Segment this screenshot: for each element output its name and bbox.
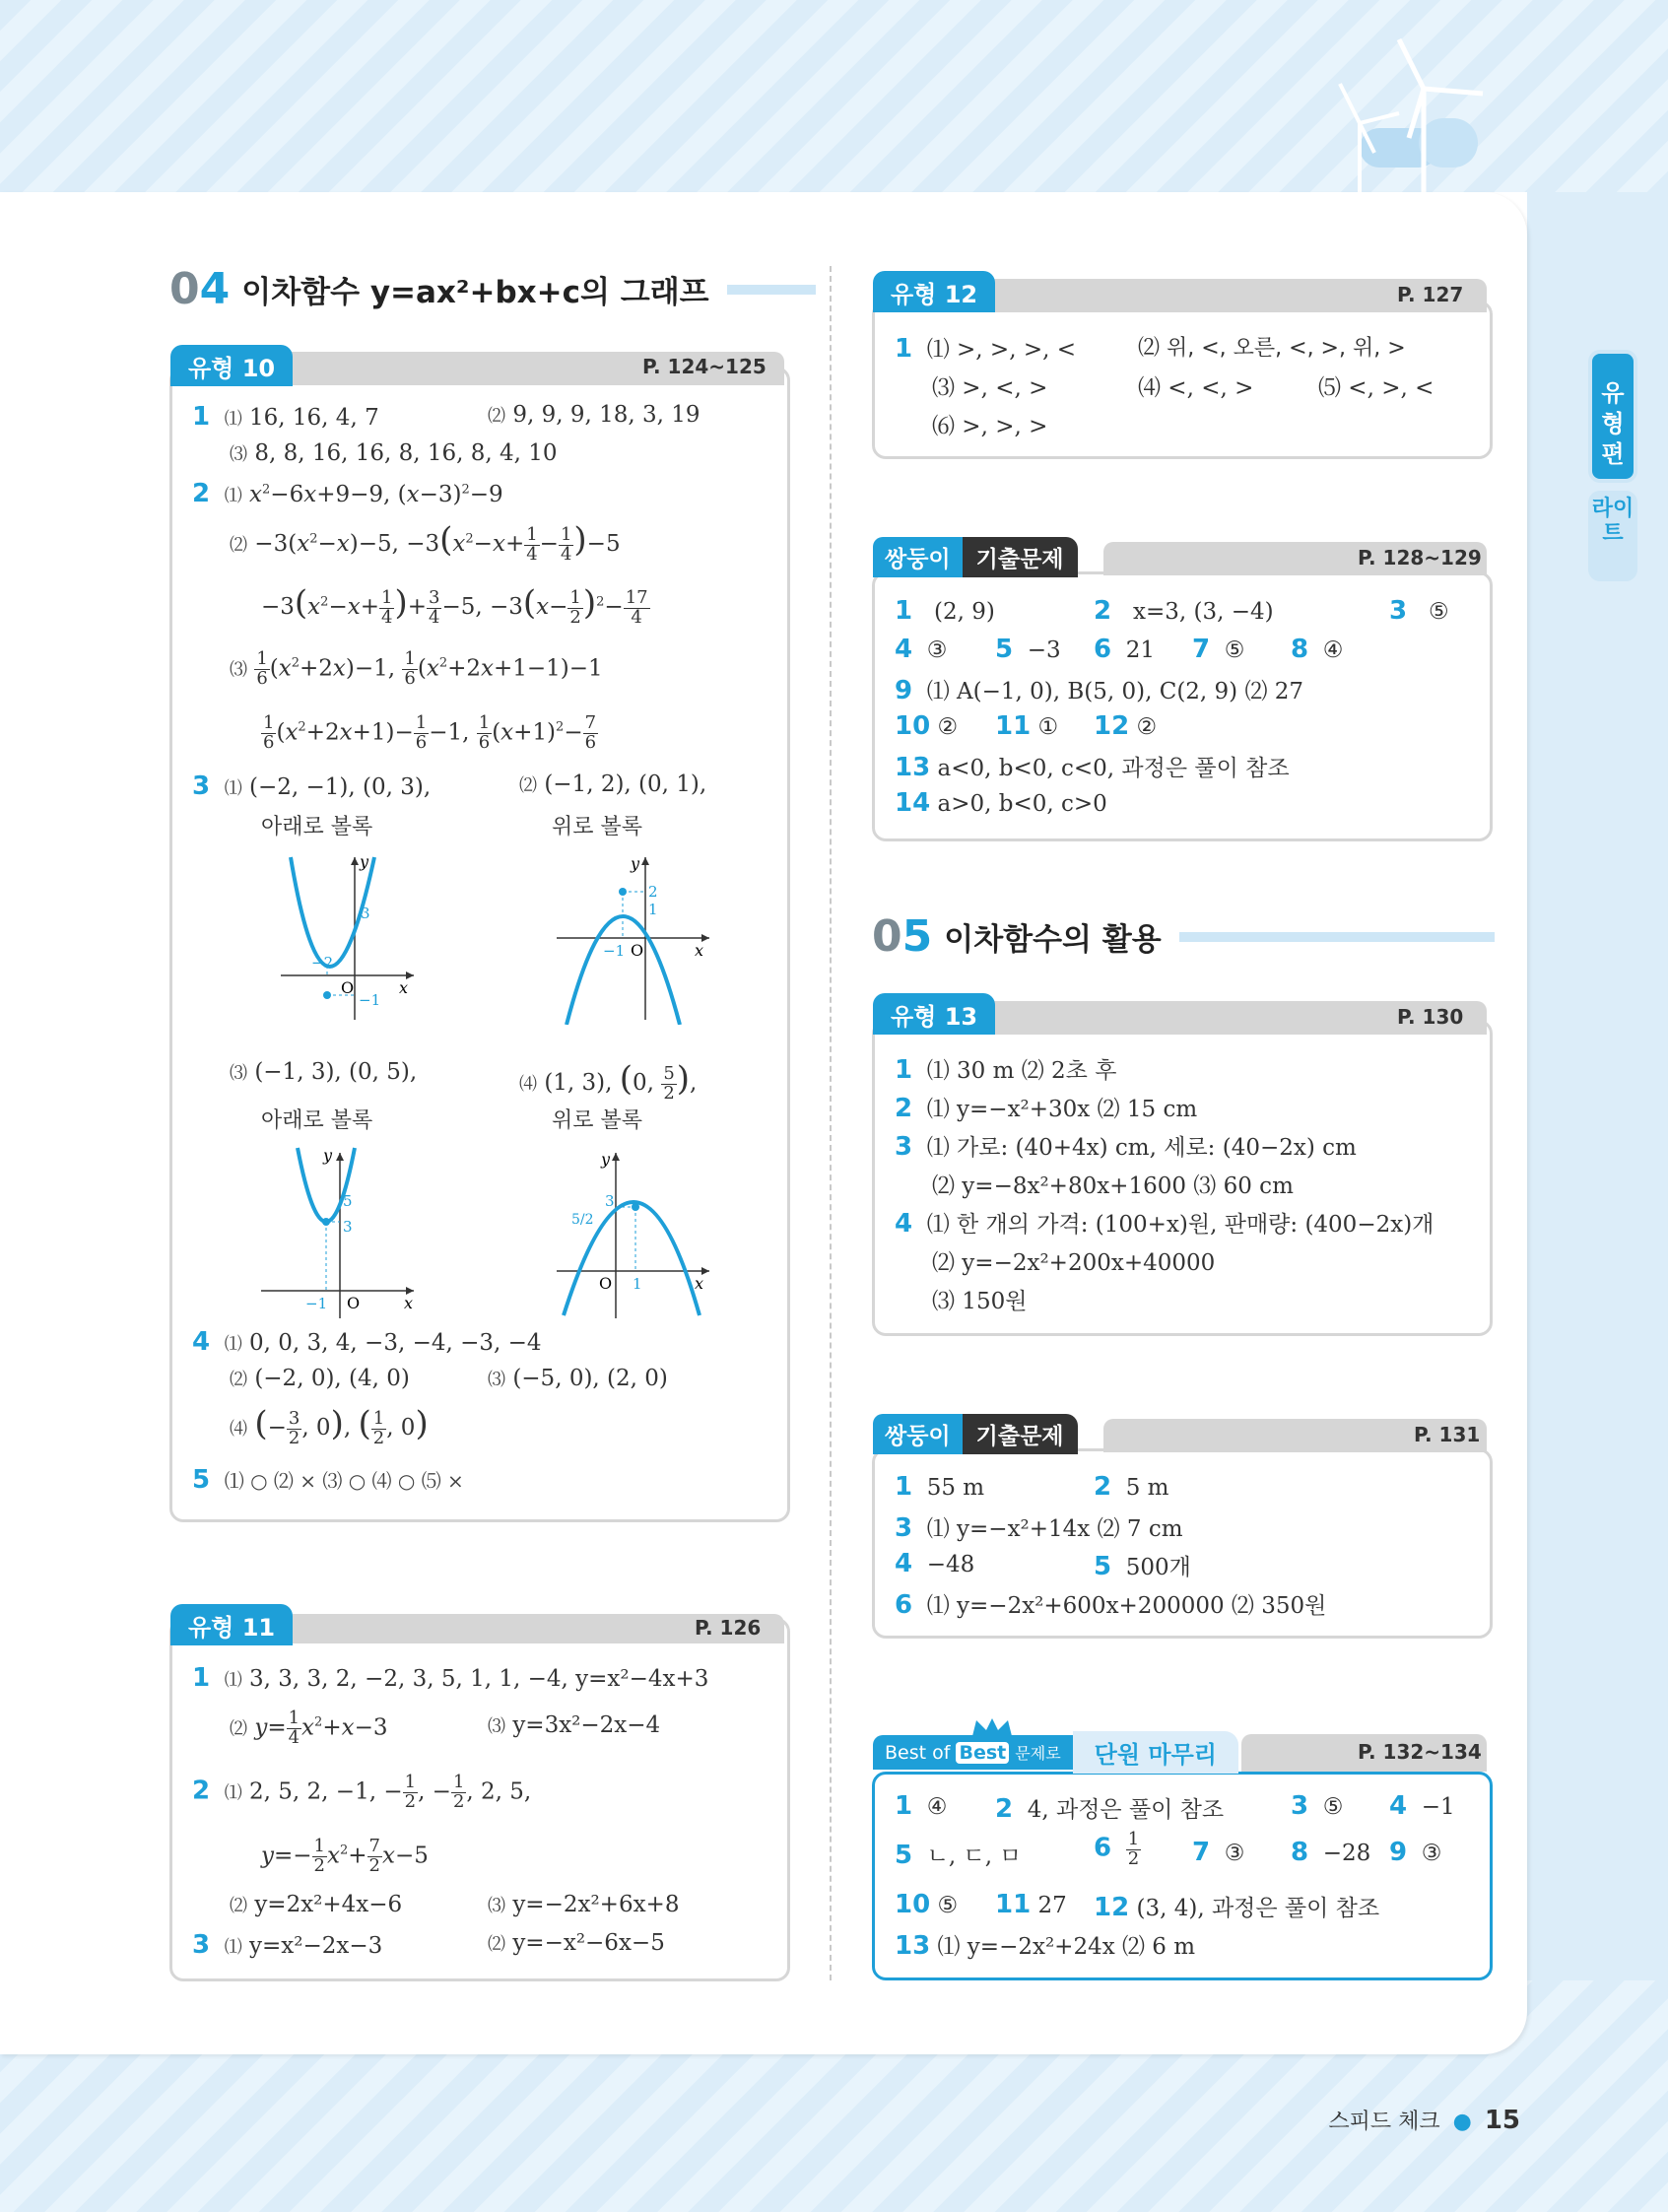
g4-label-3: 3 [605,1192,615,1210]
type13-page: P. 130 [1397,1005,1464,1029]
t10-row2b: ⑵ $-3(x^2-x)-5$, $-3(x^2-x+$ $\frac{1}{4}$ − $\frac{1}{4}$ )−5 [230,520,621,565]
g2-label-neg1: −1 [603,942,626,960]
type12-tab: 유형 12 [873,271,995,312]
t10-row1: 1 ⑴ 16, 16, 4, 7 [192,402,379,432]
g1-y-label: y [360,852,369,871]
t10-label-up2: 위로 볼록 [552,1108,643,1133]
g1-label-3: 3 [361,905,370,922]
g4-label-5-2: 5/2 [571,1212,594,1228]
section-05-rule [1179,932,1495,942]
twin2-page: P. 131 [1414,1423,1481,1446]
t10-row4c: ⑶ (−5, 0), (2, 0) [488,1366,668,1391]
best-1: 1 ④ [895,1791,948,1821]
t12-row1b: ⑵ 위, <, 오른, <, >, 위, > [1138,336,1406,361]
t13-row4c: ⑶ 150원 [932,1289,1028,1314]
best-2: 2 4, 과정은 풀이 참조 [995,1794,1225,1824]
tw2-5: 5 500개 [1094,1552,1191,1581]
type10-tab: 유형 10 [170,345,293,386]
section-04-text: 이차함수 y=ax²+bx+c의 그래프 [241,275,709,310]
g2-origin: O [631,941,644,960]
best-page: P. 132~134 [1358,1740,1482,1764]
tw1-8: 8 ④ [1291,635,1344,664]
footer-dot-icon: ● [1452,2110,1472,2134]
g2-y-label: y [631,854,640,873]
tw2-2: 2 5 m [1094,1472,1169,1502]
t10-label-down1: 아래로 볼록 [261,815,373,839]
page-number: 15 [1484,2106,1520,2135]
side-tab-type[interactable]: 유형편 [1588,350,1637,483]
t13-row2: 2 ⑴ y=−x²+30x ⑵ 15 cm [895,1094,1198,1123]
t11-row2c: ⑶ y=−2x²+6x+8 [488,1892,680,1917]
tw1-6: 6 21 [1094,635,1155,664]
section-05-title: 05 이차함수의 활용 [872,911,1495,962]
t10-row3c: ⑶ (−1, 3), (0, 5), [230,1059,418,1085]
t10-row2e: $\frac{1}{6}$ $(x^2+2x+1)-$ $\frac{1}{6}$ −1, $\frac{1}{6}$ $(x+1)^2-$ $\frac{7}{6}$ [263,712,597,753]
footer-label: 스피드 체크 [1328,2110,1440,2134]
crown-icon [970,1716,1014,1738]
t12-row1d: ⑷ <, <, > [1138,375,1254,401]
g1-label-neg1: −1 [359,991,381,1009]
t10-row1c: ⑶ 8, 8, 16, 16, 8, 16, 8, 4, 10 [230,440,558,466]
t10-row4a: 4 ⑴ 0, 0, 3, 4, −3, −4, −3, −4 [192,1327,542,1357]
g3-x-label: x [404,1294,414,1312]
g4-y-label: y [601,1150,611,1169]
t13-row3b: ⑵ y=−8x²+80x+1600 ⑶ 60 cm [932,1173,1294,1199]
twin1-page: P. 128~129 [1358,546,1482,570]
t10-row5: 5 ⑴ ○ ⑵ × ⑶ ○ ⑷ ○ ⑸ × [192,1465,464,1495]
best-4: 4 −1 [1389,1791,1455,1821]
t10-row3d: ⑷ (1, 3), (0, $\frac{5}{2}$ ), [519,1059,698,1104]
t12-row1a: 1 ⑴ >, >, >, < [895,334,1076,364]
page-footer [1328,2105,1520,2135]
windmill-decoration [1261,30,1517,197]
twin1-tab: 쌍둥이 기출문제 [873,538,1078,575]
tw1-1: 1 (2, 9) [895,596,995,626]
tw1-9: 9 ⑴ A(−1, 0), B(5, 0), C(2, 9) ⑵ 27 [895,676,1304,705]
t11-row3a: 3 ⑴ y=x²−2x−3 [192,1930,383,1960]
t11-row1a: 1 ⑴ 3, 3, 3, 2, −2, 3, 5, 1, 1, −4, y=x²−4x+3 [192,1663,709,1693]
g1-origin: O [341,978,355,997]
section-04-rule [727,285,816,295]
graph-2 [552,847,719,1025]
t11-row1c: ⑶ y=3x²−2x−4 [488,1712,661,1738]
t10-row2a: 2 ⑴ $x^2-6x+9-9$, $(x-3)^2-9$ [192,479,503,508]
tw1-10: 10 ② [895,711,959,741]
t12-row1e: ⑸ <, >, < [1318,375,1434,401]
best-6: 6 $\frac{1}{2}$ [1094,1829,1140,1869]
g4-label-1: 1 [633,1275,642,1293]
t11-row3b: ⑵ y=−x²−6x−5 [488,1930,665,1956]
g4-origin: O [599,1274,613,1293]
tw1-13: 13 a<0, b<0, c<0, 과정은 풀이 참조 [895,753,1290,782]
t10-label-down2: 아래로 볼록 [261,1108,373,1133]
best-8: 8 −28 [1291,1838,1371,1867]
g3-label-neg1: −1 [305,1295,328,1312]
type12-page: P. 127 [1397,283,1464,306]
g2-label-2: 2 [648,883,658,901]
t10-row4d: ⑷ (− $\frac{3}{2}$ , 0), ( $\frac{1}{2}$ , 0) [230,1404,429,1448]
t13-row1: 1 ⑴ 30 m ⑵ 2초 후 [895,1055,1117,1085]
g3-y-label: y [323,1146,333,1165]
side-tab-light[interactable]: 라이트 [1588,491,1637,581]
best-12: 12 (3, 4), 과정은 풀이 참조 [1094,1893,1380,1922]
tw1-11: 11 ① [995,711,1059,741]
t12-row1f: ⑹ >, >, > [932,414,1048,439]
tw1-12: 12 ② [1094,711,1158,741]
best-tab: Best of Best 문제로 단원 마무리 [873,1732,1238,1772]
type13-tab: 유형 13 [873,993,995,1035]
best-10: 10 ⑤ [895,1890,959,1919]
g4-x-label: x [695,1274,704,1293]
g1-x-label: x [399,978,409,997]
type11-tab: 유형 11 [170,1604,293,1645]
graph-4 [552,1143,719,1320]
best-13: 13 ⑴ y=−2x²+24x ⑵ 6 m [895,1931,1196,1961]
tw1-4: 4 ③ [895,635,948,664]
t10-label-up1: 위로 볼록 [552,815,643,839]
section-05-text: 이차함수의 활용 [944,922,1162,958]
g2-x-label: x [695,941,704,960]
t11-row1b: ⑵ y= $\frac{1}{4}$ $x^2+x-3$ [230,1708,388,1748]
best-7: 7 ③ [1192,1838,1245,1867]
t11-row2a: 2 ⑴ 2, 5, 2, −1, − $\frac{1}{2}$ , − $\frac{1}{2}$ , 2, 5, [192,1772,532,1812]
best-9: 9 ③ [1389,1838,1442,1867]
column-divider [830,266,832,1980]
g3-label-5: 5 [343,1192,353,1210]
graph-1 [276,847,424,1025]
best-5: 5 ㄴ, ㄷ, ㅁ [895,1841,1022,1870]
best-11: 11 27 [995,1890,1067,1919]
tw1-14: 14 a>0, b<0, c>0 [895,788,1107,818]
tw1-3: 3 ⑤ [1389,596,1449,626]
t10-row4b: ⑵ (−2, 0), (4, 0) [230,1366,410,1391]
type10-page: P. 124~125 [642,355,767,378]
t10-row2d: ⑶ $\frac{1}{6}$ $(x^2+2x)-1$, $\frac{1}{6}$ $(x^2+2x+1-1)-1$ [230,648,603,689]
tw2-4: 4 −48 [895,1549,975,1578]
tw1-7: 7 ⑤ [1192,635,1245,664]
g3-origin: O [347,1294,361,1312]
t10-row2c: $-3(x^2-x+$ $\frac{1}{4}$ )+ $\frac{3}{4}$ −5, −3(x− $\frac{1}{2}$ )$^2$− $\frac{17}{4}$ [261,583,648,628]
t11-row2b: ⑵ y=2x²+4x−6 [230,1892,403,1917]
t10-row3a: 3 ⑴ (−2, −1), (0, 3), [192,771,432,801]
tw1-5: 5 −3 [995,635,1061,664]
g1-label-neg2: −2 [311,954,334,972]
twin2-tab: 쌍둥이 기출문제 [873,1415,1078,1452]
best-3: 3 ⑤ [1291,1791,1344,1821]
graph-3 [256,1143,424,1320]
section-04-title: 04 이차함수 y=ax²+bx+c의 그래프 [169,264,816,314]
t13-row3a: 3 ⑴ 가로: (40+4x) cm, 세로: (40−2x) cm [895,1132,1357,1162]
t13-row4b: ⑵ y=−2x²+200x+40000 [932,1250,1216,1276]
type11-page: P. 126 [695,1616,762,1640]
tw1-2: 2 x=3, (3, −4) [1094,596,1274,626]
t10-row3b: ⑵ (−1, 2), (0, 1), [519,771,707,797]
tw2-1: 1 55 m [895,1472,985,1502]
g2-label-1: 1 [648,901,658,918]
g3-label-3: 3 [343,1218,353,1236]
tw2-3: 3 ⑴ y=−x²+14x ⑵ 7 cm [895,1513,1183,1543]
t10-row1b: ⑵ 9, 9, 9, 18, 3, 19 [488,402,701,428]
t11-row2-eq: y=− $\frac{1}{2}$ $x^2+$ $\frac{7}{2}$ x−5 [261,1836,429,1876]
t13-row4a: 4 ⑴ 한 개의 가격: (100+x)원, 판매량: (400−2x)개 [895,1209,1434,1239]
t12-row1c: ⑶ >, <, > [932,375,1048,401]
tw2-6: 6 ⑴ y=−2x²+600x+200000 ⑵ 350원 [895,1590,1327,1620]
